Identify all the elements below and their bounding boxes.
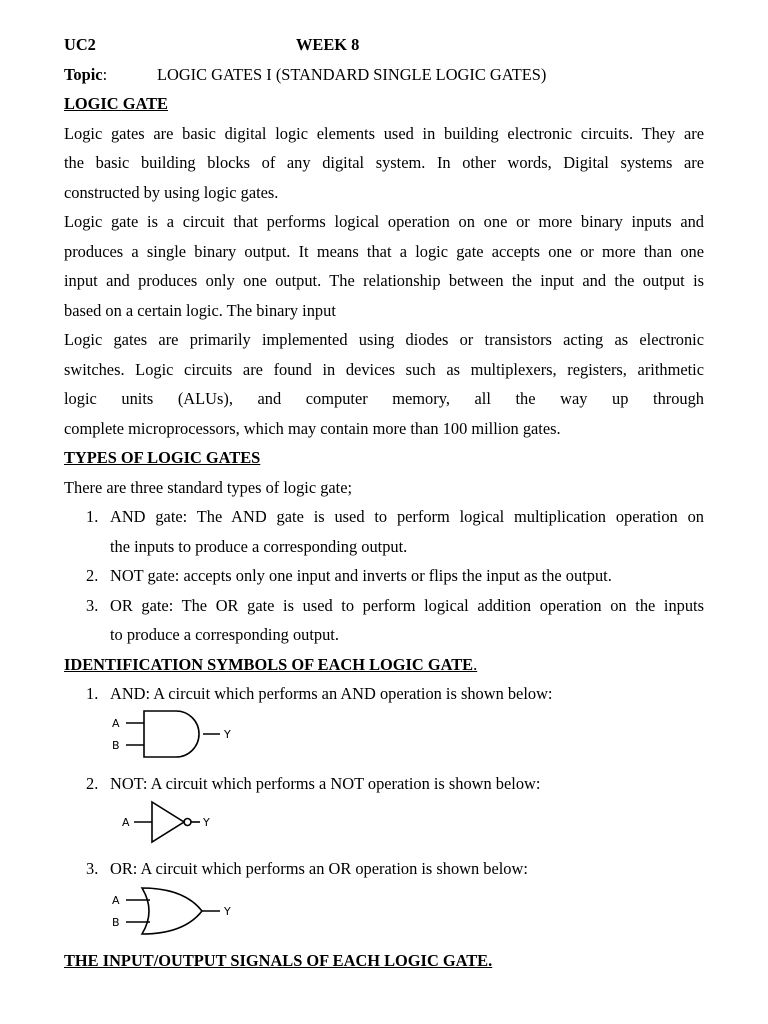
svg-text:Y: Y [224,904,231,918]
svg-text:A: A [112,716,120,730]
list-item [64,502,704,561]
paragraph-line: the basic building blocks of any digital system. In other words, Digital systems are [64,153,704,172]
svg-text:A: A [122,816,130,829]
not-gate-diagram [64,798,704,854]
list-item [64,591,704,650]
section-heading-logic-gate: LOGIC GATE [64,94,168,113]
svg-text:Y: Y [203,816,210,829]
topic-value: LOGIC GATES I (STANDARD SINGLE LOGIC GATES) [157,64,547,84]
topic-label: Topic [64,64,103,84]
and-gate-diagram [64,709,704,769]
paragraph-line: based on a certain logic. The binary input [64,300,336,320]
header-row [64,30,704,60]
svg-text:B: B [112,915,120,929]
list-number: 1. [86,507,99,526]
list-number: 2. [86,566,99,585]
list-text: NOT: A circuit which performs a NOT operation is shown below: [110,773,541,793]
section-heading-symbols: IDENTIFICATION SYMBOLS OF EACH LOGIC GATE. [64,654,478,674]
list-item [64,769,704,799]
not-gate-icon [122,800,242,850]
list-number: 2. [86,773,99,793]
list-text: OR: A circuit which performs an OR operation is shown below: [110,859,528,878]
paragraph-line: constructed by using logic gates. [64,182,279,202]
topic-colon: : [102,64,108,84]
paragraph-line: Logic gate is a circuit that performs logical operation on one or more binary inputs and [64,212,704,231]
and-gate-icon [110,709,250,765]
paragraph-line: Logic gates are basic digital logic elements used in building electronic circuits. They are [64,123,704,143]
list-text: the inputs to produce a corresponding output. [110,536,408,556]
list-item [64,561,704,591]
svg-text:A: A [112,893,120,907]
week-label: WEEK 8 [296,35,360,54]
course-code: UC2 [64,35,96,54]
svg-text:B: B [112,738,120,752]
list-number: 3. [86,859,99,878]
or-gate-diagram [64,884,704,946]
topic-row [64,60,704,90]
list-text: AND gate: The AND gate is used to perform logical multiplication operation on [110,507,704,526]
list-text: to produce a corresponding output. [110,625,339,644]
paragraph-line: logic units (ALUs), and computer memory, all the way up through [64,389,704,408]
list-number: 1. [86,684,99,703]
paragraph-line: input and produces only one output. The relationship between the input and the output is [64,271,704,290]
types-intro: There are three standard types of logic gate; [64,477,353,497]
list-text: NOT gate: accepts only one input and inverts or flips the input as the output. [110,566,612,585]
paragraph-line: Logic gates are primarily implemented using diodes or transistors acting as electronic [64,330,704,349]
paragraph-line: switches. Logic circuits are found in devices such as multiplexers, registers, arithmetic [64,359,704,379]
list-text: AND: A circuit which performs an AND operation is shown below: [110,684,553,703]
section-heading-types: TYPES OF LOGIC GATES [64,448,261,467]
section-heading-io-signals: THE INPUT/OUTPUT SIGNALS OF EACH LOGIC GATE. [64,950,493,970]
list-item [64,854,704,884]
paragraph-line: complete microprocessors, which may contain more than 100 million gates. [64,418,561,438]
paragraph-line: produces a single binary output. It means that a logic gate accepts one or more than one [64,241,704,261]
svg-text:Y: Y [224,727,231,741]
list-item [64,679,704,709]
list-number: 3. [86,595,99,615]
document-page [64,30,704,975]
or-gate-icon [110,886,250,942]
list-text: OR gate: The OR gate is used to perform logical addition operation on the inputs [110,595,704,615]
